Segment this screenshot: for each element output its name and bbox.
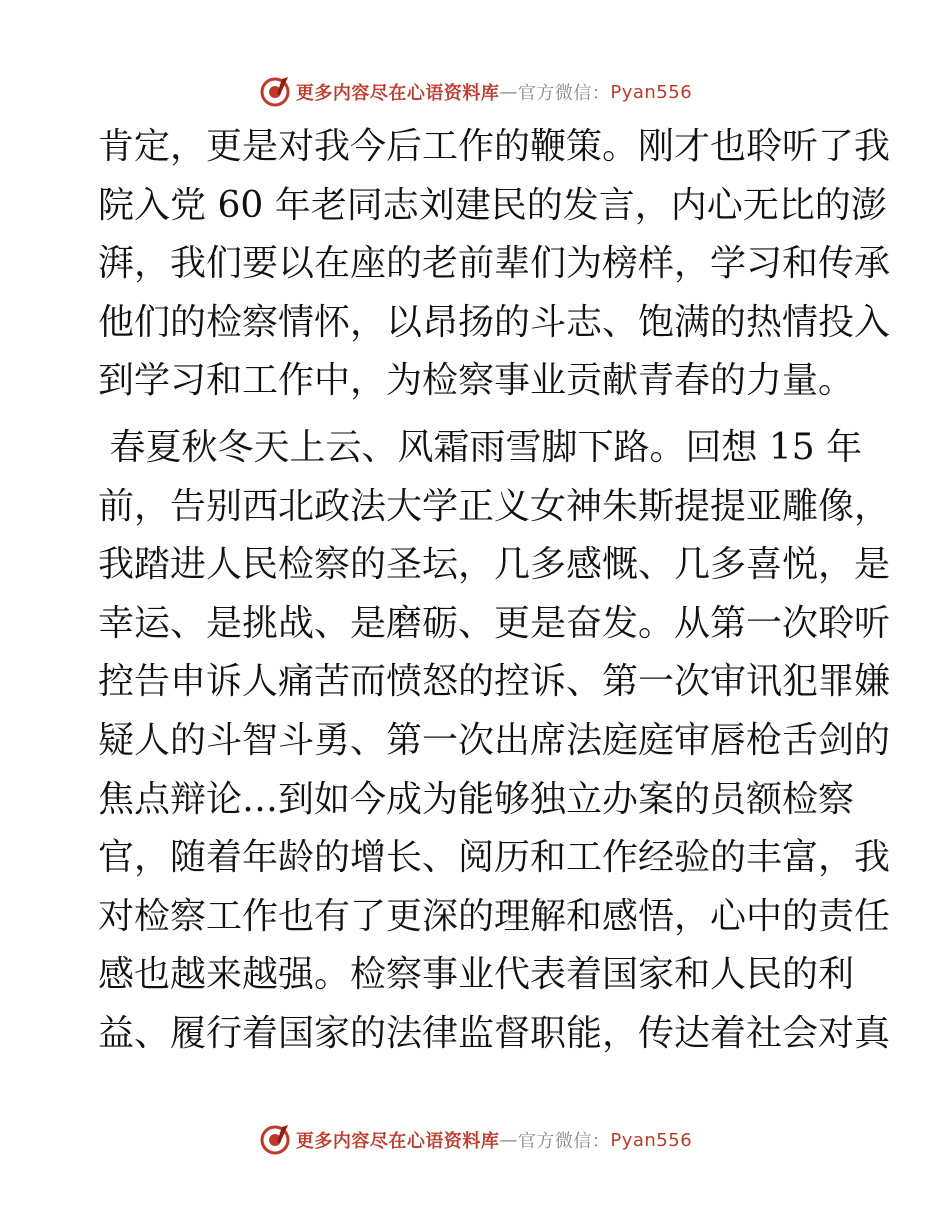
footer-watermark <box>0 1120 950 1160</box>
paragraph-1 <box>98 118 891 411</box>
text-line: 疑人的斗智斗勇、第一次出席法庭庭审唇枪舌剑的 <box>98 719 891 761</box>
text-line: 幸运、是挑战、是磨砺、更是奋发。从第一次聆听 <box>98 602 891 644</box>
text-line: 官，随着年龄的增长、阅历和工作经验的丰富，我 <box>98 837 891 879</box>
text-line: 控告申诉人痛苦而愤怒的控诉、第一次审讯犯罪嫌 <box>98 661 891 703</box>
watermark-separator: — <box>499 81 518 103</box>
text-line: 到学习和工作中，为检察事业贡献青春的力量。 <box>98 360 855 402</box>
text-line: 我踏进人民检察的圣坛，几多感慨、几多喜悦，是 <box>98 544 891 586</box>
text-line: 他们的检察情怀，以昂扬的斗志、饱满的热情投入 <box>98 301 891 343</box>
watermark-wechat-id: Pyan556 <box>610 1129 693 1151</box>
document-body <box>98 118 891 1072</box>
watermark-separator: — <box>499 1129 518 1151</box>
text-line: 肯定，更是对我今后工作的鞭策。刚才也聆听了我 <box>98 126 891 167</box>
watermark-brand: 更多内容尽在心语资料库 <box>295 83 500 104</box>
watermark-brand: 更多内容尽在心语资料库 <box>295 1131 500 1152</box>
text-line: 院入党 60 年老同志刘建民的发言，内心无比的澎 <box>98 184 887 226</box>
text-line: 感也越来越强。检察事业代表着国家和人民的利 <box>98 954 855 996</box>
quill-seal-icon <box>258 75 292 109</box>
text-line: 益、履行着国家的法律监督职能，传达着社会对真 <box>98 1012 891 1054</box>
watermark-wechat-label: 官方微信： <box>517 83 611 104</box>
text-line: 春夏秋冬天上云、风霜雨雪脚下路。回想 15 年 <box>98 426 863 468</box>
watermark-wechat-id: Pyan556 <box>610 81 693 103</box>
watermark-wechat-label: 官方微信： <box>517 1131 611 1152</box>
text-line: 对检察工作也有了更深的理解和感悟，心中的责任 <box>98 895 891 937</box>
text-line: 焦点辩论…到如今成为能够独立办案的员额检察 <box>98 778 855 820</box>
quill-seal-icon <box>258 1123 292 1157</box>
text-line: 前，告别西北政法大学正义女神朱斯提提亚雕像， <box>98 485 891 527</box>
text-line: 湃，我们要以在座的老前辈们为榜样，学习和传承 <box>98 243 891 285</box>
paragraph-2 <box>98 419 891 1064</box>
header-watermark <box>0 72 950 112</box>
